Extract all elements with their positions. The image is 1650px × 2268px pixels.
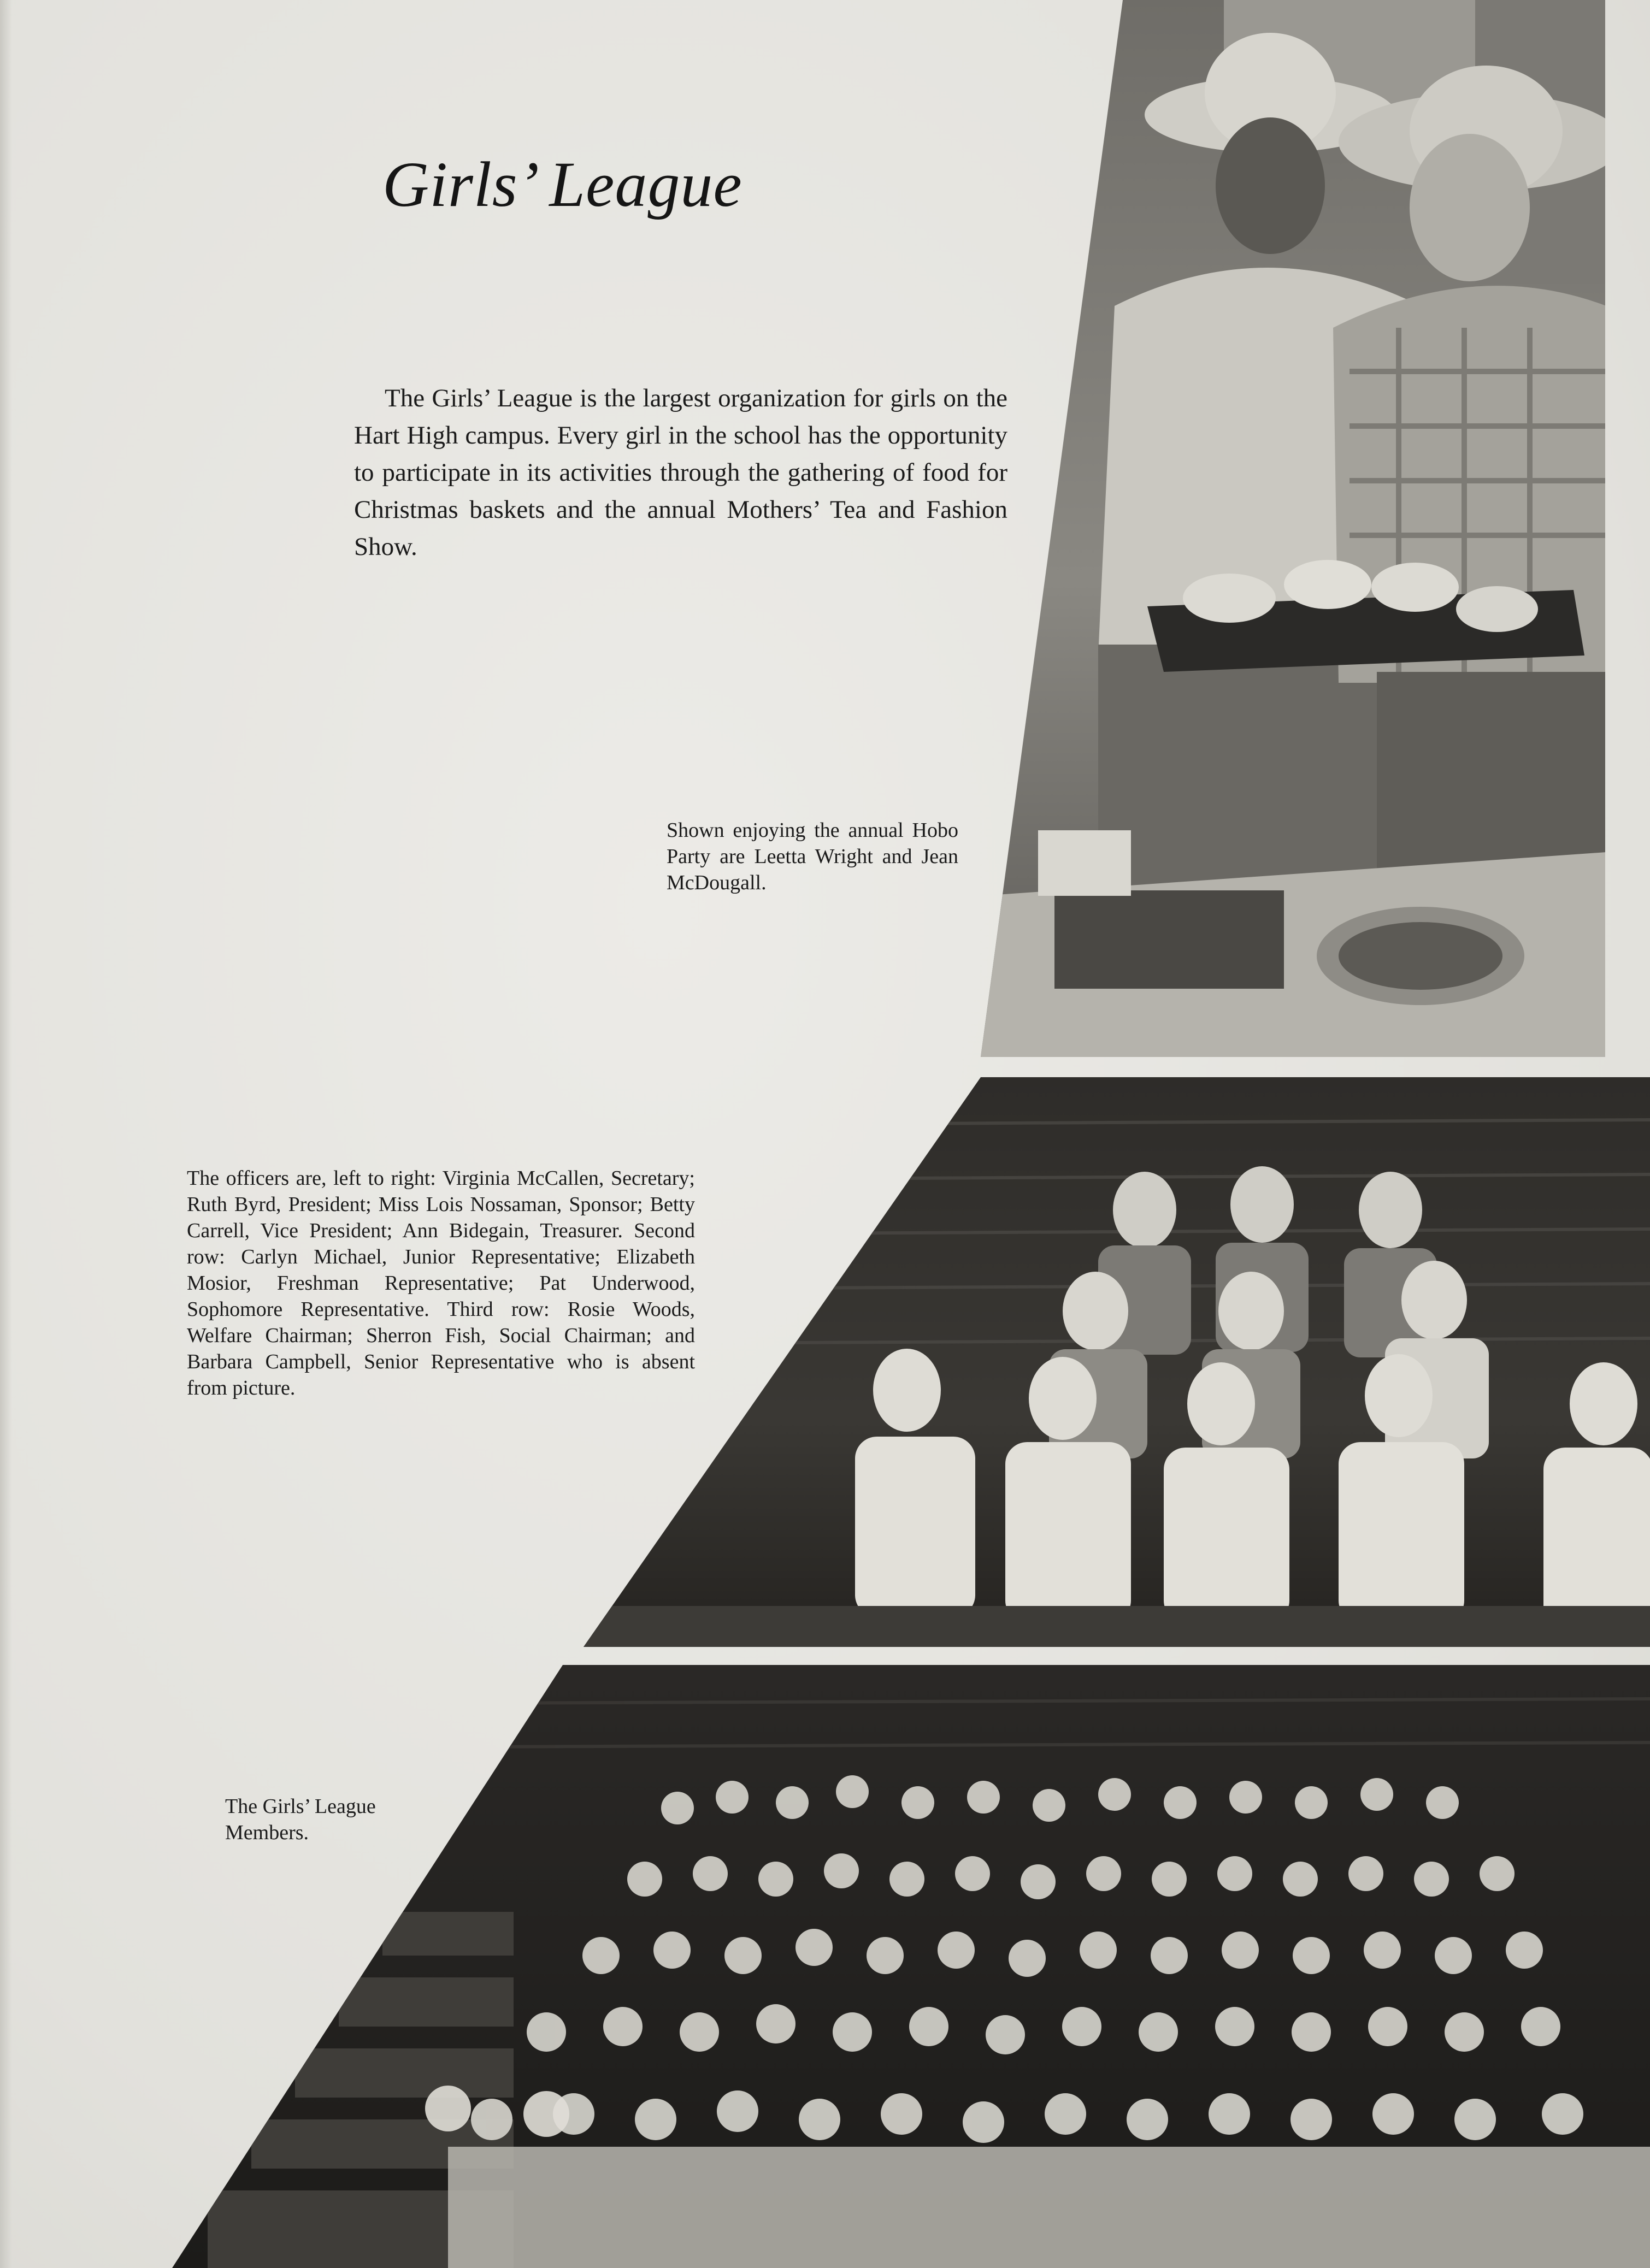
- officers-caption: The officers are, left to right: Virginia McCallen, Secretary; Ruth Byrd, President; Miss Lois Nossaman, Sponsor; Betty Carrell, Vice President; Ann Bidegain, Treasurer. Second row: Carlyn Michael, Junior Representative; Elizabeth Mosior, Freshman Representative; Pat Underwood, Sophomore Representative. Third row: Rosie Woods, Welfare Chairman; Sherron Fish, Social Chairman; and Barbara Campbell, Senior Representative who is absent from picture.: [187, 1167, 695, 1399]
- officers-photo: [579, 1077, 1650, 1647]
- hobo-party-caption: Shown enjoying the annual Hobo Party are Leetta Wright and Jean McDougall.: [667, 819, 958, 894]
- hobo-party-photo: [978, 0, 1623, 1057]
- intro-paragraph: The Girls’ League is the largest organization for girls on the Hart High campus. Every girl in the school has the opportunity to participate in its activities through the gathering of food for Christmas baskets and the annual Mothers’ Tea and Fashion Show.: [354, 384, 1007, 561]
- members-caption: The Girls’ League Members.: [225, 1795, 376, 1844]
- page-title: Girls’ League: [382, 149, 742, 220]
- members-photo: [164, 1665, 1650, 2268]
